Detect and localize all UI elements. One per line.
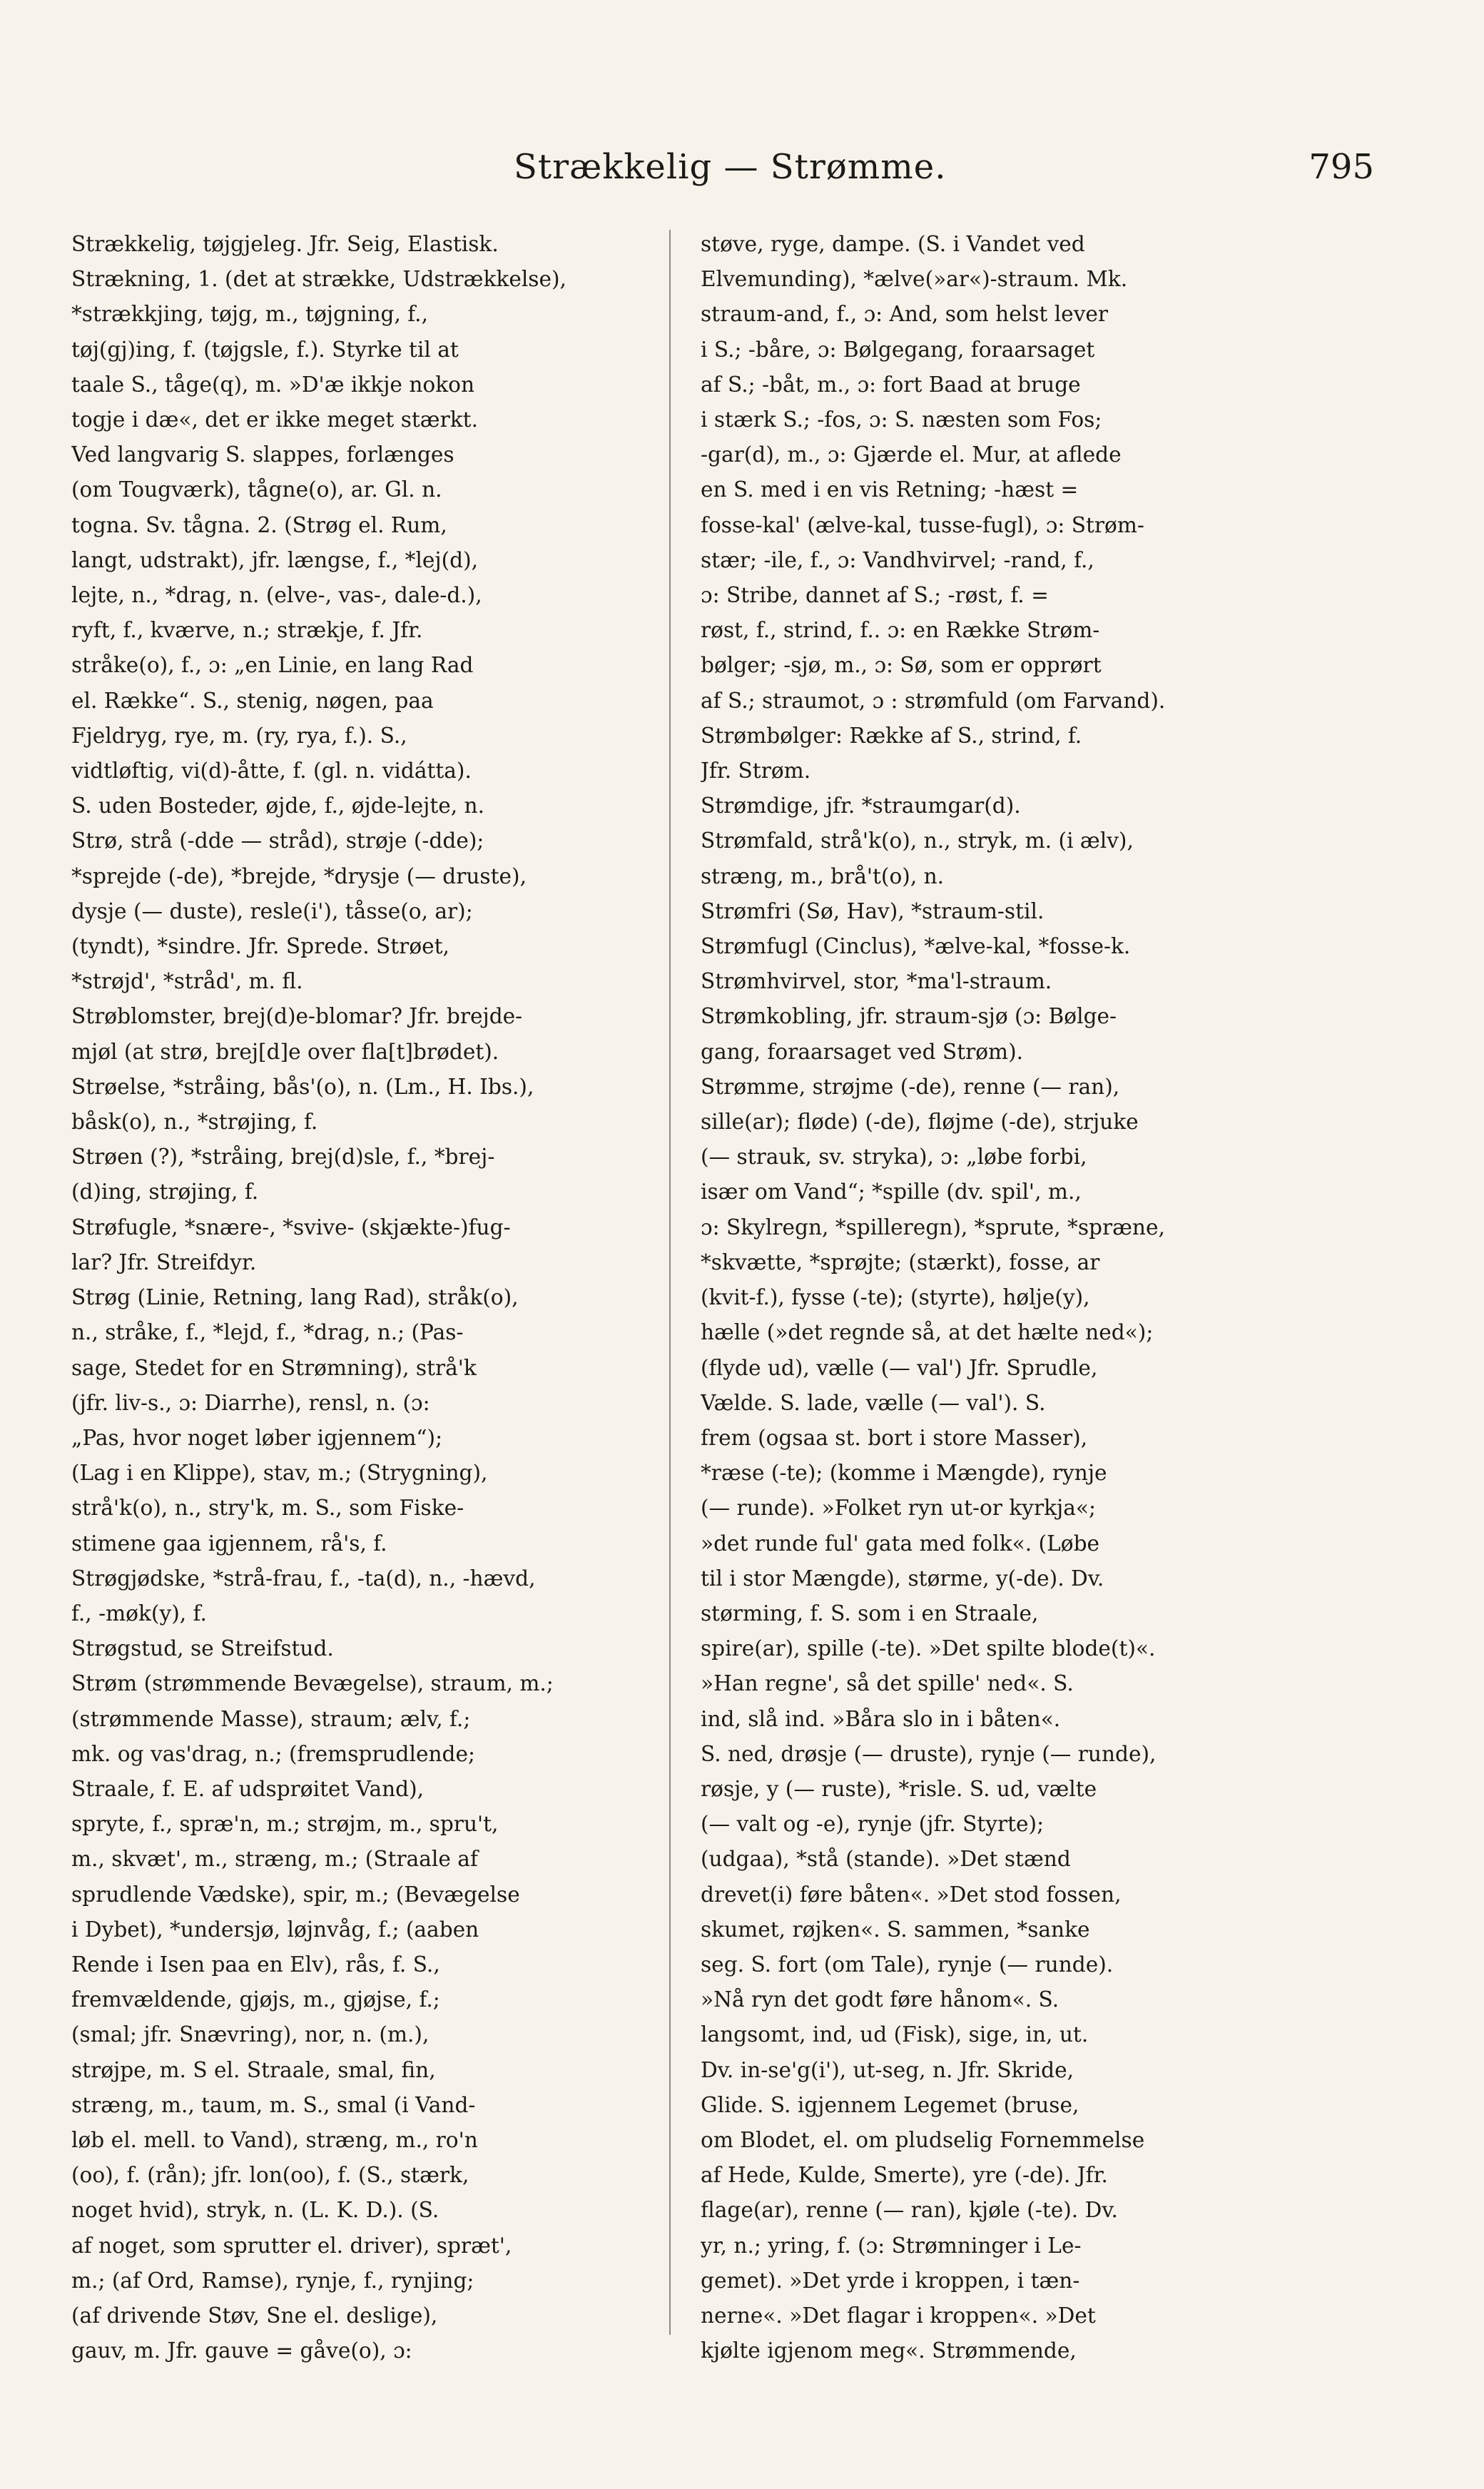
dictionary-line: Straale, f. E. af udsprøitet Vand), <box>71 1776 425 1801</box>
dictionary-line: togje i dæ«, det er ikke meget stærkt. <box>71 407 478 432</box>
dictionary-line: f., -møk(y), f. <box>71 1601 207 1626</box>
dictionary-line: (smal; jfr. Snævring), nor, n. (m.), <box>71 2022 430 2047</box>
dictionary-line: især om Vand“; *spille (dv. spil', m., <box>701 1180 1082 1205</box>
dictionary-line: Strøen (?), *stråing, brej(d)sle, f., *brej- <box>71 1145 495 1170</box>
dictionary-line: (d)ing, strøjing, f. <box>71 1180 259 1205</box>
dictionary-line: lar? Jfr. Streifdyr. <box>71 1249 257 1274</box>
dictionary-line: Strømbølger: Række af S., strind, f. <box>701 723 1082 748</box>
dictionary-line: (af drivende Støv, Sne el. deslige), <box>71 2303 438 2328</box>
dictionary-line: af noget, som sprutter el. driver), spræt', <box>71 2233 512 2258</box>
dictionary-line: (oo), f. (rån); jfr. lon(oo), f. (S., stærk, <box>71 2163 469 2188</box>
dictionary-line: -gar(d), m., ɔ: Gjærde el. Mur, at aflede <box>701 442 1122 467</box>
dictionary-line: af S.; straumot, ɔ : strømfuld (om Farvand). <box>701 688 1166 713</box>
dictionary-line: (jfr. liv-s., ɔ: Diarrhe), rensl, n. (ɔ: <box>71 1390 430 1415</box>
dictionary-line: Strøgjødske, *strå-frau, f., -ta(d), n., -hævd, <box>71 1566 536 1591</box>
dictionary-line: fremvældende, gjøjs, m., gjøjse, f.; <box>71 1987 440 2012</box>
dictionary-line: mk. og vas'drag, n.; (fremsprudlende; <box>71 1741 475 1766</box>
dictionary-line: taale S., tåge(q), m. »D'æ ikkje nokon <box>71 372 475 397</box>
dictionary-line: Strømfri (Sø, Hav), *straum-stil. <box>701 898 1045 923</box>
dictionary-line: noget hvid), stryk, n. (L. K. D.). (S. <box>71 2198 439 2223</box>
dictionary-line: (flyde ud), vælle (— val') Jfr. Sprudle, <box>701 1355 1098 1380</box>
dictionary-line: mjøl (at strø, brej[d]e over fla[t]brødet). <box>71 1039 499 1064</box>
dictionary-line: røst, f., strind, f.. ɔ: en Række Strøm- <box>701 618 1100 643</box>
dictionary-line: frem (ogsaa st. bort i store Masser), <box>701 1425 1088 1450</box>
dictionary-line: vidtløftig, vi(d)-åtte, f. (gl. n. vidátta). <box>71 759 472 784</box>
dictionary-line: Strømhvirvel, stor, *ma'l-straum. <box>701 969 1052 994</box>
dictionary-line: Strøblomster, brej(d)e-blomar? Jfr. brejde- <box>71 1004 523 1029</box>
dictionary-line: ind, slå ind. »Båra slo in i båten«. <box>701 1706 1061 1731</box>
dictionary-line: Elvemunding), *ælve(»ar«)-straum. Mk. <box>701 267 1128 292</box>
dictionary-line: stær; -ile, f., ɔ: Vandhvirvel; -rand, f., <box>701 547 1094 572</box>
dictionary-line: skumet, røjken«. S. sammen, *sanke <box>701 1917 1090 1942</box>
dictionary-line: om Blodet, el. om pludselig Fornemmelse <box>701 2127 1145 2152</box>
dictionary-line: bølger; -sjø, m., ɔ: Sø, som er opprørt <box>701 653 1102 678</box>
dictionary-line: Fjeldryg, rye, m. (ry, rya, f.). S., <box>71 723 407 748</box>
dictionary-line: stræng, m., taum, m. S., smal (i Vand- <box>71 2092 476 2117</box>
dictionary-line: båsk(o), n., *strøjing, f. <box>71 1110 318 1135</box>
page-number: 795 <box>1308 147 1374 187</box>
dictionary-line: til i stor Mængde), størme, y(-de). Dv. <box>701 1566 1104 1591</box>
dictionary-line: størming, f. S. som i en Straale, <box>701 1601 1039 1626</box>
right-column <box>701 227 1313 2368</box>
dictionary-line: af S.; -båt, m., ɔ: fort Baad at bruge <box>701 372 1081 397</box>
dictionary-line: yr, n.; yring, f. (ɔ: Strømninger i Le- <box>701 2233 1082 2258</box>
dictionary-line: ryft, f., kværve, n.; strækje, f. Jfr. <box>71 618 423 643</box>
dictionary-line: løb el. mell. to Vand), stræng, m., ro'n <box>71 2127 478 2152</box>
dictionary-line: Strømdige, jfr. *straumgar(d). <box>701 794 1021 818</box>
dictionary-line: Dv. in-se'g(i'), ut-seg, n. Jfr. Skride, <box>701 2057 1074 2082</box>
dictionary-line: ɔ: Skylregn, *spilleregn), *sprute, *spræne, <box>701 1215 1165 1240</box>
left-column <box>71 227 683 2368</box>
dictionary-line: Vælde. S. lade, vælle (— val'). S. <box>701 1390 1046 1415</box>
dictionary-line: Jfr. Strøm. <box>701 759 811 784</box>
dictionary-line: »Nå ryn det godt føre hånom«. S. <box>701 1987 1059 2012</box>
dictionary-line: af Hede, Kulde, Smerte), yre (-de). Jfr. <box>701 2163 1108 2188</box>
dictionary-line: Glide. S. igjennem Legemet (bruse, <box>701 2092 1079 2117</box>
dictionary-line: ɔ: Stribe, dannet af S.; -røst, f. = <box>701 583 1049 608</box>
dictionary-line: tøj(gj)ing, f. (tøjgsle, f.). Styrke til at <box>71 337 459 362</box>
dictionary-line: Strø, strå (-dde — stråd), strøje (-dde); <box>71 828 484 853</box>
dictionary-line: (strømmende Masse), straum; ælv, f.; <box>71 1706 471 1731</box>
dictionary-line: Rende i Isen paa en Elv), rås, f. S., <box>71 1952 440 1977</box>
dictionary-line: Strøgstud, se Streifstud. <box>71 1636 334 1661</box>
dictionary-line: n., stråke, f., *lejd, f., *drag, n.; (Pas- <box>71 1320 464 1345</box>
dictionary-line: (tyndt), *sindre. Jfr. Sprede. Strøet, <box>71 934 449 959</box>
dictionary-line: straum-and, f., ɔ: And, som helst lever <box>701 302 1109 327</box>
dictionary-line: S. uden Bosteder, øjde, f., øjde-lejte, n. <box>71 794 485 818</box>
dictionary-line: i Dybet), *undersjø, løjnvåg, f.; (aaben <box>71 1917 479 1942</box>
dictionary-line: *strøjd', *stråd', m. fl. <box>71 969 303 994</box>
dictionary-line: (kvit-f.), fysse (-te); (styrte), hølje(y), <box>701 1285 1090 1310</box>
dictionary-line: en S. med i en vis Retning; -hæst = <box>701 477 1079 502</box>
dictionary-line: strå'k(o), n., stry'k, m. S., som Fiske- <box>71 1496 464 1521</box>
dictionary-line: støve, ryge, dampe. (S. i Vandet ved <box>701 232 1085 256</box>
dictionary-line: Strømme, strøjme (-de), renne (— ran), <box>701 1074 1120 1099</box>
dictionary-line: (— strauk, sv. stryka), ɔ: „løbe forbi, <box>701 1145 1087 1170</box>
running-head <box>71 147 1413 197</box>
dictionary-line: *skvætte, *sprøjte; (stærkt), fosse, ar <box>701 1249 1100 1274</box>
dictionary-line: langsomt, ind, ud (Fisk), sige, in, ut. <box>701 2022 1089 2047</box>
dictionary-line: gang, foraarsaget ved Strøm). <box>701 1039 1024 1064</box>
dictionary-line: dysje (— duste), resle(i'), tåsse(o, ar); <box>71 898 473 923</box>
dictionary-line: gauv, m. Jfr. gauve = gåve(o), ɔ: <box>71 2338 412 2363</box>
running-title: Strækkelig — Strømme. <box>514 147 947 187</box>
dictionary-line: stråke(o), f., ɔ: „en Linie, en lang Rad <box>71 653 474 678</box>
dictionary-line: Strømkobling, jfr. straum-sjø (ɔ: Bølge- <box>701 1004 1117 1029</box>
dictionary-line: fosse-kal' (ælve-kal, tusse-fugl), ɔ: Strøm- <box>701 512 1144 537</box>
dictionary-line: stimene gaa igjennem, rå's, f. <box>71 1531 387 1556</box>
dictionary-line: »Han regne', så det spille' ned«. S. <box>701 1671 1074 1696</box>
dictionary-line: Strækkelig, tøjgjeleg. Jfr. Seig, Elastisk. <box>71 232 499 256</box>
dictionary-line: i stærk S.; -fos, ɔ: S. næsten som Fos; <box>701 407 1102 432</box>
dictionary-line: lejte, n., *drag, n. (elve-, vas-, dale-d.), <box>71 583 482 608</box>
dictionary-line: flage(ar), renne (— ran), kjøle (-te). Dv. <box>701 2198 1118 2223</box>
dictionary-line: langt, udstrakt), jfr. længse, f., *lej(d), <box>71 547 479 572</box>
dictionary-line: *sprejde (-de), *brejde, *drysje (— druste), <box>71 863 527 888</box>
dictionary-line: Ved langvarig S. slappes, forlænges <box>71 442 454 467</box>
dictionary-line: Strømfugl (Cinclus), *ælve-kal, *fosse-k. <box>701 934 1131 959</box>
dictionary-line: (— valt og -e), rynje (jfr. Styrte); <box>701 1812 1045 1837</box>
dictionary-line: nerne«. »Det flagar i kroppen«. »Det <box>701 2303 1096 2328</box>
dictionary-line: drevet(i) føre båten«. »Det stod fossen, <box>701 1882 1122 1907</box>
dictionary-line: stræng, m., brå't(o), n. <box>701 863 945 888</box>
dictionary-line: *strækkjing, tøjg, m., tøjgning, f., <box>71 302 428 327</box>
dictionary-line: (om Tougværk), tågne(o), ar. Gl. n. <box>71 477 442 502</box>
dictionary-line: spire(ar), spille (-te). »Det spilte blode(t)«. <box>701 1636 1156 1661</box>
dictionary-line: S. ned, drøsje (— druste), rynje (— runde), <box>701 1741 1157 1766</box>
dictionary-line: (udgaa), *stå (stande). »Det stænd <box>701 1847 1071 1872</box>
dictionary-line: kjølte igjenom meg«. Strømmende, <box>701 2338 1077 2363</box>
dictionary-line: Strækning, 1. (det at strække, Udstrækkelse), <box>71 267 566 292</box>
dictionary-line: Strømfald, strå'k(o), n., stryk, m. (i ælv), <box>701 828 1134 853</box>
dictionary-line: togna. Sv. tågna. 2. (Strøg el. Rum, <box>71 512 447 537</box>
dictionary-line: Strøm (strømmende Bevægelse), straum, m.; <box>71 1671 554 1696</box>
dictionary-line: gemet). »Det yrde i kroppen, i tæn- <box>701 2268 1080 2293</box>
column-divider <box>669 230 671 2335</box>
dictionary-line: røsje, y (— ruste), *risle. S. ud, vælte <box>701 1776 1097 1801</box>
dictionary-line: sille(ar); fløde) (-de), fløjme (-de), strjuke <box>701 1110 1139 1135</box>
dictionary-line: »det runde ful' gata med folk«. (Løbe <box>701 1531 1100 1556</box>
dictionary-line: m.; (af Ord, Ramse), rynje, f., rynjing; <box>71 2268 474 2293</box>
dictionary-line: Strøfugle, *snære-, *svive- (skjækte-)fug- <box>71 1215 511 1240</box>
dictionary-line: el. Række“. S., stenig, nøgen, paa <box>71 688 434 713</box>
dictionary-line: sprudlende Vædske), spir, m.; (Bevægelse <box>71 1882 520 1907</box>
dictionary-line: m., skvæt', m., stræng, m.; (Straale af <box>71 1847 478 1872</box>
dictionary-line: strøjpe, m. S el. Straale, smal, fin, <box>71 2057 436 2082</box>
dictionary-line: Strøelse, *stråing, bås'(o), n. (Lm., H. Ibs.), <box>71 1074 534 1099</box>
dictionary-line: Strøg (Linie, Retning, lang Rad), stråk(o), <box>71 1285 519 1310</box>
dictionary-line: (— runde). »Folket ryn ut-or kyrkja«; <box>701 1496 1096 1521</box>
dictionary-line: „Pas, hvor noget løber igjennem“); <box>71 1425 443 1450</box>
dictionary-line: (Lag i en Klippe), stav, m.; (Strygning), <box>71 1461 488 1486</box>
dictionary-line: sage, Stedet for en Strømning), strå'k <box>71 1355 477 1380</box>
dictionary-line: seg. S. fort (om Tale), rynje (— runde). <box>701 1952 1114 1977</box>
dictionary-line: *ræse (-te); (komme i Mængde), rynje <box>701 1461 1107 1486</box>
dictionary-line: hælle (»det regnde så, at det hælte ned«); <box>701 1320 1154 1345</box>
dictionary-line: spryte, f., spræ'n, m.; strøjm, m., spru't, <box>71 1812 499 1837</box>
dictionary-line: i S.; -båre, ɔ: Bølgegang, foraarsaget <box>701 337 1095 362</box>
